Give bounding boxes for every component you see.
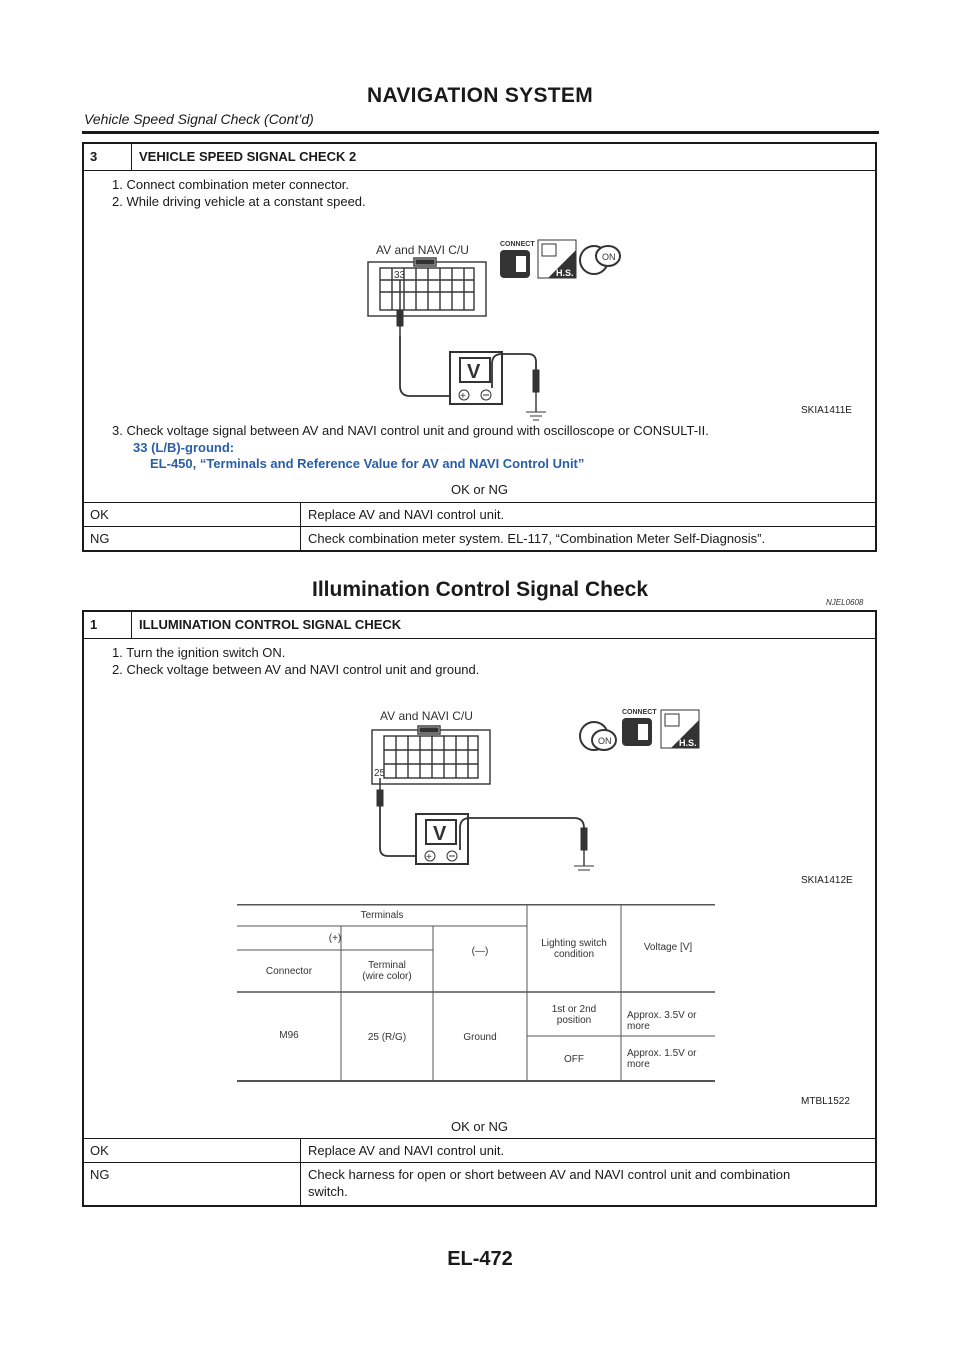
ignition-on-icon [580,722,616,750]
result-key: OK [90,507,109,522]
connect-icon [500,241,535,278]
probe-wire [397,280,452,396]
meter-label: V [433,823,447,845]
ground-icon [460,818,594,870]
ignition-on-icon [580,246,620,274]
hs-icon [659,708,703,752]
svg-text:CONNECT: CONNECT [500,241,535,248]
th-terminals: Terminals [360,910,404,921]
result-divider [300,1139,301,1163]
result-row-ok [84,1138,875,1163]
connector-icon [368,258,486,316]
voltmeter-icon [450,352,502,404]
svg-text:ON: ON [598,736,612,746]
connect-icon [622,709,657,746]
result-value-continued: switch. [308,1184,348,1199]
th-connector: Connector [265,966,313,977]
step-1-header [84,612,875,639]
result-value: Replace AV and NAVI control unit. [308,507,505,522]
spec-reference-link[interactable]: EL-450, “Terminals and Reference Value for AV and NAVI Control Unit” [150,456,585,471]
instruction-1: 1. Connect combination meter connector. [112,177,350,192]
td-terminal: 25 (R/G) [367,1032,407,1043]
instruction-2: 2. Check voltage between AV and NAVI control unit and ground. [112,662,480,677]
result-key: NG [90,1167,110,1182]
result-row-ng [84,526,875,551]
result-key: OK [90,1143,109,1158]
step-3-box [82,142,877,552]
instruction-2: 2. While driving vehicle at a constant speed. [112,194,366,209]
step-3-header [84,144,875,171]
svg-text:+: + [426,852,432,863]
td-voltage-1: Approx. 3.5V or more [627,1010,697,1032]
td-voltage-2: Approx. 1.5V or more [627,1048,697,1070]
spec-terminal: 33 (L/B)-ground: [133,440,235,455]
th-lighting: Lighting switch condition [541,938,607,960]
result-key: NG [90,531,110,546]
result-value: Check harness for open or short between AV and NAVI control unit and combination [308,1167,791,1182]
svg-text:+: + [460,391,466,402]
svg-text:H.S.: H.S. [556,268,574,278]
step-header-divider [131,144,132,170]
figure-id: SKIA1411E [801,405,852,416]
svg-text:ON: ON [602,252,616,262]
terminal-label: 33 [394,270,406,281]
connector-icon [372,726,490,784]
wiring-diagram-figure [364,706,664,871]
hs-icon [538,240,576,278]
step-header-divider [131,612,132,638]
ok-or-ng-label: OK or NG [450,482,509,497]
meter-label: V [467,361,481,383]
th-plus: (+) [328,933,342,944]
page-number: EL-472 [447,1248,513,1270]
section-code: NJEL0608 [826,598,864,607]
step-number: 3 [90,149,98,164]
wiring-diagram-figure [352,236,652,426]
svg-text:CONNECT: CONNECT [622,709,657,716]
step-title: VEHICLE SPEED SIGNAL CHECK 2 [139,149,357,164]
th-voltage: Voltage [V] [643,942,693,953]
result-row-ok [84,502,875,527]
td-minus: Ground [463,1032,497,1043]
unit-label: AV and NAVI C/U [376,243,469,257]
result-divider [300,527,301,551]
td-condition-2: OFF [564,1054,584,1065]
step-number: 1 [90,617,98,632]
instruction-3: 3. Check voltage signal between AV and NAVI control unit and ground with oscilloscope or CONSULT-II. [112,423,709,438]
result-divider [300,503,301,527]
instruction-1: 1. Turn the ignition switch ON. [112,645,286,660]
header-rule [82,131,879,134]
result-divider [300,1163,301,1206]
page-subtitle: Vehicle Speed Signal Check (Cont’d) [84,111,314,127]
probe-wire [377,778,418,856]
section-title: Illumination Control Signal Check [311,578,649,601]
unit-label: AV and NAVI C/U [380,709,473,723]
result-row-ng [84,1162,875,1206]
th-minus: (—) [471,946,489,957]
terminal-voltage-table [237,904,715,1082]
page-title: NAVIGATION SYSTEM [367,84,593,107]
td-condition-1: 1st or 2nd position [551,1004,597,1026]
result-value: Check combination meter system. EL-117, “Combination Meter Self-Diagnosis”. [308,531,766,546]
svg-text:H.S.: H.S. [679,738,697,748]
td-connector: M96 [279,1030,299,1041]
table-figure-id: MTBL1522 [801,1096,850,1107]
step-title: ILLUMINATION CONTROL SIGNAL CHECK [139,617,402,632]
terminal-label: 25 [374,768,386,779]
th-terminal-wire: Terminal (wire color) [362,960,412,982]
ok-or-ng-label: OK or NG [450,1119,509,1134]
figure-id: SKIA1412E [801,875,853,886]
result-value: Replace AV and NAVI control unit. [308,1143,505,1158]
